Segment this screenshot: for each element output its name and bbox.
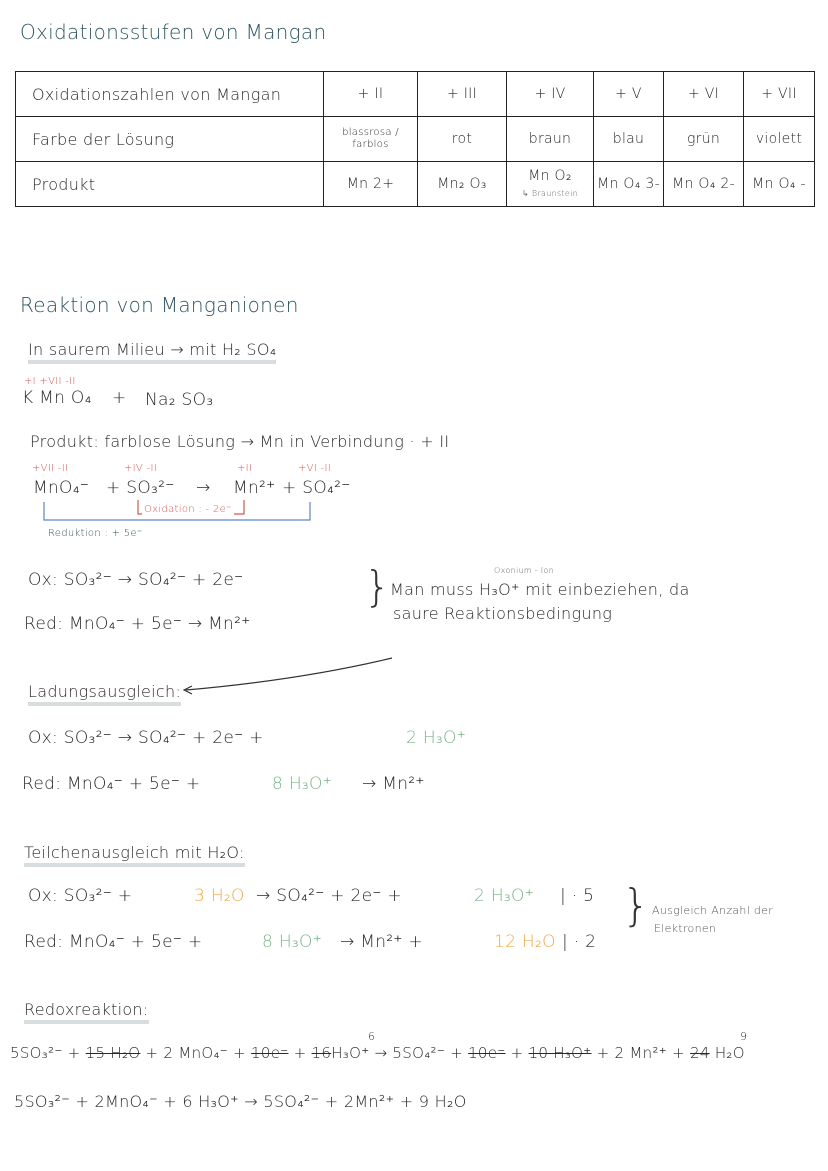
struck-term: 15 H₂O xyxy=(85,1044,141,1062)
ladung-red-end: → Mn²⁺ xyxy=(362,774,425,794)
table-cell: blau xyxy=(594,117,664,162)
teilchen-ox-orange: 3 H₂O xyxy=(194,886,245,906)
redox-part: + 2 Mn²⁺ + xyxy=(596,1044,685,1062)
reduktion-label: Reduktion : + 5e⁻ xyxy=(48,528,143,539)
side-note-1: Ausgleich Anzahl der xyxy=(652,904,774,917)
ox-marks-so3: +IV -II xyxy=(124,463,157,474)
struck-term: 16 xyxy=(311,1044,332,1062)
half-red: Red: MnO₄⁻ + 5e⁻ → Mn²⁺ xyxy=(24,614,251,634)
redox-part: H₃O⁺ → 5SO₄²⁻ + xyxy=(331,1044,463,1062)
row-label: Oxidationszahlen von Mangan xyxy=(16,72,324,117)
struck-term: 10 H₃O⁺ xyxy=(528,1044,592,1062)
ladung-ox-green: 2 H₃O⁺ xyxy=(406,728,466,748)
teilchen-ox-green: 2 H₃O⁺ xyxy=(474,886,534,906)
side-note-2: Elektronen xyxy=(654,922,717,935)
ladung-title: Ladungsausgleich: xyxy=(28,682,181,706)
table-cell: grün xyxy=(664,117,744,162)
correction-6: 6 xyxy=(368,1030,376,1043)
product-mno2: Mn O₂ xyxy=(528,168,572,184)
plus-sign: + xyxy=(112,388,127,408)
teilchen-red-a: Red: MnO₄⁻ + 5e⁻ + xyxy=(24,932,203,952)
table-cell: braun xyxy=(507,117,594,162)
note-line-2: saure Reaktionsbedingung xyxy=(393,604,613,623)
table-cell: Mn₂ O₃ xyxy=(418,162,507,207)
struck-term: 10e⁻ xyxy=(251,1044,289,1062)
half-ox: Ox: SO₃²⁻ → SO₄²⁻ + 2e⁻ xyxy=(28,570,244,590)
table-cell: Mn O₄ - xyxy=(744,162,815,207)
redox-title: Redoxreaktion: xyxy=(24,1000,149,1024)
row-label: Produkt xyxy=(16,162,324,207)
table-cell: violett xyxy=(744,117,815,162)
struck-term: 10e⁻ xyxy=(468,1044,506,1062)
ladung-red-green: 8 H₃O⁺ xyxy=(272,774,332,794)
teilchen-red-green: 8 H₃O⁺ xyxy=(262,932,322,952)
redox-line-2: 5SO₃²⁻ + 2MnO₄⁻ + 6 H₃O⁺ → 5SO₄²⁻ + 2Mn²⁺ + 9 H₂O xyxy=(14,1092,467,1111)
reactant-na2so3: Na₂ SO₃ xyxy=(145,390,214,410)
braunstein-note: ↳ Braunstein xyxy=(522,189,578,198)
table-cell: Mn 2+ xyxy=(324,162,418,207)
teilchen-title: Teilchenausgleich mit H₂O: xyxy=(24,843,245,867)
table-cell: + VII xyxy=(744,72,815,117)
curly-brace: } xyxy=(364,562,392,611)
table-cell: + VI xyxy=(664,72,744,117)
teilchen-ox-a: Ox: SO₃²⁻ + xyxy=(28,886,133,906)
ox-marks-mn: +II xyxy=(237,463,253,474)
eq-mno4: MnO₄⁻ xyxy=(33,478,90,498)
teilchen-red-orange: 12 H₂O xyxy=(494,932,556,952)
redox-part: + 2 MnO₄⁻ + xyxy=(145,1044,246,1062)
correction-9: 9 xyxy=(740,1030,748,1043)
page-title: Oxidationsstufen von Mangan xyxy=(20,20,327,44)
reactant-kmno4: K Mn O₄ xyxy=(22,388,92,408)
produkt-line: Produkt: farblose Lösung → Mn in Verbindung · + II xyxy=(30,432,450,451)
oxonium-label: Oxonium - Ion xyxy=(494,566,555,575)
table-cell: + V xyxy=(594,72,664,117)
table-cell: rot xyxy=(418,117,507,162)
redox-line-1 xyxy=(10,1044,745,1062)
eq-mn: Mn²⁺ xyxy=(233,478,276,498)
table-cell: + II xyxy=(324,72,418,117)
curly-brace-2: } xyxy=(622,880,651,931)
table-cell: blassrosa / farblos xyxy=(324,117,418,162)
teilchen-ox-b: → SO₄²⁻ + 2e⁻ + xyxy=(256,886,402,906)
struck-term: 24 xyxy=(690,1044,710,1062)
redox-part: 5SO₃²⁻ + xyxy=(10,1044,81,1062)
note-line-1: Man muss H₃O⁺ mit einbeziehen, da xyxy=(390,580,690,599)
teilchen-red-factor: | · 2 xyxy=(562,932,597,952)
eq-arrow: → xyxy=(196,478,211,498)
ox-marks-so4: +VI -II xyxy=(298,463,331,474)
section-title-reaktion: Reaktion von Manganionen xyxy=(20,293,299,317)
ox-marks-kmno4: +I +VII -II xyxy=(24,376,76,387)
oxidation-label: Oxidation : - 2e⁻ xyxy=(144,504,232,515)
milieu-line: In saurem Milieu → mit H₂ SO₄ xyxy=(28,340,276,364)
teilchen-ox-factor: | · 5 xyxy=(560,886,595,906)
ladung-red: Red: MnO₄⁻ + 5e⁻ + xyxy=(22,774,201,794)
ladung-ox: Ox: SO₃²⁻ → SO₄²⁻ + 2e⁻ + xyxy=(28,728,264,748)
row-label: Farbe der Lösung xyxy=(16,117,324,162)
eq-so4: + SO₄²⁻ xyxy=(282,478,351,498)
eq-so3: + SO₃²⁻ xyxy=(106,478,175,498)
table-cell: + III xyxy=(418,72,507,117)
table-cell: Mn O₄ 3- xyxy=(594,162,664,207)
teilchen-red-b: → Mn²⁺ + xyxy=(340,932,423,952)
table-cell: Mn O₄ 2- xyxy=(664,162,744,207)
redox-part: + xyxy=(293,1044,307,1062)
redox-part: H₂O xyxy=(714,1044,745,1062)
table-cell: + IV xyxy=(507,72,594,117)
redox-part: + xyxy=(510,1044,524,1062)
ox-marks-mno4: +VII -II xyxy=(32,463,69,474)
